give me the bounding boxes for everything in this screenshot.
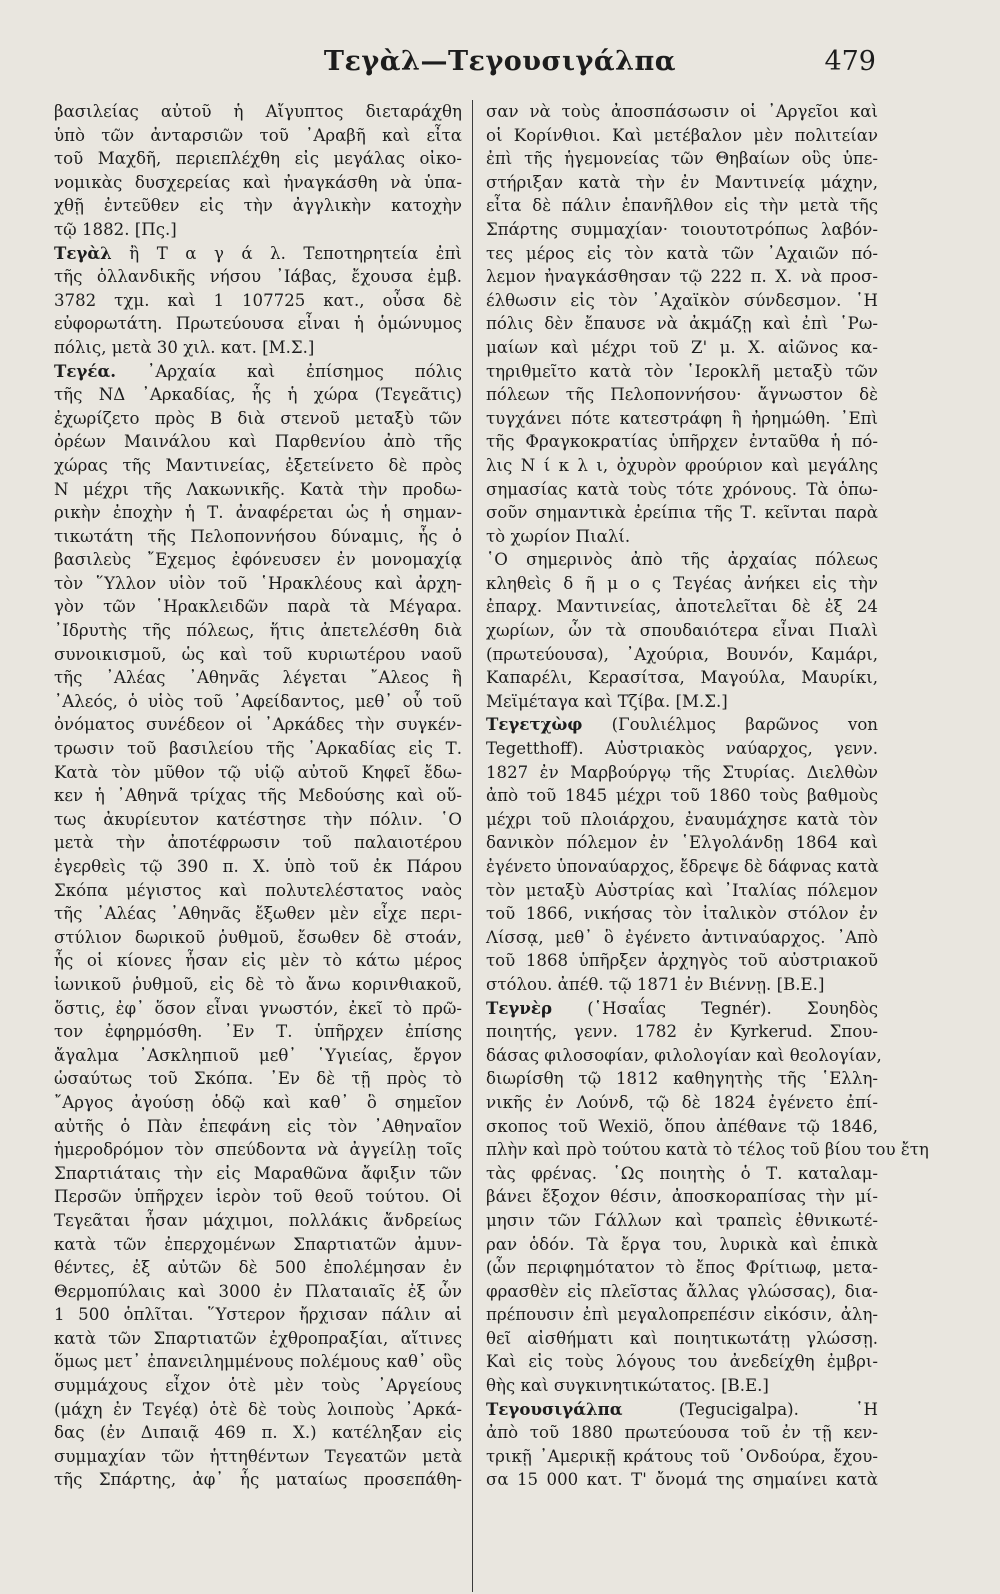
line-text: τρωσιν τοῦ βασιλείου τῆς ᾿Αρκαδίας εἰς Τ. (54, 739, 462, 759)
text-line (54, 1350, 462, 1374)
line-text: εὐφορωτάτη. Πρωτεύουσα εἶναι ἡ ὁμώνυμος (54, 314, 462, 334)
line-text: τοῦ Μαχδῆ, περιεπλέχθη εἰς μεγάλας οἰκο- (54, 149, 462, 169)
text-line (54, 1115, 462, 1139)
line-text: βασιλείας αὐτοῦ ἡ Αἴγυπτος διεταράχθη (54, 102, 462, 121)
line-text: ᾿Αρχαία καὶ ἐπίσημος πόλις (116, 361, 462, 381)
text-line (486, 1280, 878, 1304)
right-column (486, 100, 929, 1492)
entry-headword: Τεγέα. (54, 360, 117, 381)
line-text: ἄγαλμα ᾿Ασκληπιοῦ μεθ᾿ ῾Υγιείας, ἔργον (54, 1045, 462, 1065)
text-line (54, 1138, 462, 1162)
line-text: βασιλεὺς ῎Εχεμος ἐφόνευσεν ἐν μονομαχίᾳ (54, 550, 462, 570)
line-text: ᾿Αλεός, ὁ υἱὸς τοῦ ᾿Αφείδαντος, μεθ᾿ οὗ τοῦ (54, 691, 462, 711)
line-text: τὸν ῞Υλλον υἱὸν τοῦ ῾Ηρακλέους καὶ ἀρχη- (54, 573, 462, 593)
line-text: σα 15 000 κατ. Τ' ὄνομά της σημαίνει κατὰ (486, 1470, 878, 1490)
text-line (54, 194, 462, 218)
line-text: ἧς οἱ κίονες ἦσαν εἰς μὲν τὸ κάτω μέρος (54, 951, 462, 971)
text-line (54, 761, 462, 785)
text-line (486, 218, 878, 242)
text-line (486, 949, 878, 973)
text-line (486, 147, 878, 171)
line-text: τῆς ᾿Αλέας ᾿Αθηνᾶς λέγεται ῎Αλεος ἢ (54, 668, 462, 688)
line-text: τοῦ 1868 ὑπῆρξεν ἀρχηγὸς τοῦ αὐστριακοῦ (486, 951, 878, 971)
line-text: 1827 ἐν Μαρβούργῳ τῆς Στυρίας. Διελθὼν (486, 762, 878, 782)
text-line (54, 831, 462, 855)
line-text: τῆς ᾿Αλέας ᾿Αθηνᾶς ἔξωθεν μὲν εἶχε περι- (54, 904, 462, 924)
text-line (486, 1468, 878, 1492)
text-line (486, 1398, 878, 1422)
text-line (54, 548, 462, 572)
line-text: νικῆς ἐν Λούνδ, τῷ δὲ 1824 ἐγένετο ἐπί- (486, 1092, 878, 1112)
text-line (486, 383, 878, 407)
text-line (54, 1091, 462, 1115)
line-text: αὐτῆς ὁ Πὰν ἐπεφάνη εἰς τὸν ᾿Αθηναῖον (54, 1116, 462, 1136)
line-text: Καπαρέλι, Κερασίτσα, Μαγούλα, Μαυρίκι, (486, 668, 878, 688)
line-text: ἐπαρχ. Μαντινείας, ἀποτελεῖται δὲ ἐξ 24 (486, 597, 878, 617)
line-text: θέντες, ἐξ αὐτῶν δὲ 500 ἐπολέμησαν ἐν (54, 1258, 462, 1278)
line-text: ἐπὶ τῆς ἡγεμονείας τῶν Θηβαίων οὓς ὑπε- (486, 149, 878, 169)
text-line (486, 1044, 882, 1068)
line-text: Σκόπα μέγιστος καὶ πολυτελέστατος ναὸς (54, 880, 462, 900)
line-text: ἡμεροδρόμον τὸν σπεύδοντα νὰ ἀγγείλῃ τοῖς (54, 1140, 462, 1160)
line-text: Θερμοπύλαις καὶ 3000 ἐν Πλαταιαῖς ἐξ ὧν (54, 1281, 462, 1301)
line-text: τρικῇ ᾿Αμερικῇ κράτους τοῦ ῾Ονδούρα, ἔχου- (486, 1446, 878, 1466)
entry-headword: Τεγετχὼφ (486, 714, 583, 735)
text-line (54, 242, 462, 266)
text-line (486, 737, 878, 761)
text-line (486, 855, 878, 879)
line-text: μαίων καὶ μέχρι τοῦ Ζ' μ. Χ. αἰῶνος κα- (486, 337, 878, 357)
left-column (54, 100, 462, 1492)
text-line (54, 1327, 462, 1351)
text-line (54, 312, 462, 336)
line-text: (μάχη ἐν Τεγέᾳ) ὁτὲ δὲ τοὺς λοιποὺς ᾿Αρκά- (54, 1399, 462, 1419)
line-text: τῆς ΝΔ ᾿Αρκαδίας, ἧς ἡ χώρα (Τεγεᾶτις) (54, 385, 462, 405)
text-line (486, 171, 878, 195)
text-line (54, 808, 462, 832)
line-text: νομικὰς δυσχερείας καὶ ἠναγκάσθη νὰ ὑπα- (54, 172, 462, 192)
line-text: τῆς Φραγκοκρατίας ὑπῆρχεν ἐνταῦθα ἡ πό- (486, 432, 878, 452)
entry-headword: Τεγνὲρ (486, 997, 553, 1018)
line-text: τες μέρος εἰς τὸν κατὰ τῶν ᾿Αχαιῶν πό- (486, 243, 878, 263)
line-text: Ν μέχρι τῆς Λακωνικῆς. Κατὰ τὴν προδω- (54, 479, 462, 499)
line-text: μησιν τῶν Γάλλων καὶ τραπεὶς ἐθνικωτέ- (486, 1210, 878, 1230)
line-text: (Γουλιέλμος βαρῶνος von (582, 715, 878, 735)
line-text: Κατὰ τὸν μῦθον τῷ υἱῷ αὐτοῦ Κηφεῖ ἔδω- (54, 762, 462, 782)
line-text: τως ἀκυρίευτον κατέστησε τὴν πόλιν. ῾Ο (54, 809, 462, 829)
line-text: τικωτάτη τῆς Πελοποννήσου δύναμις, ἧς ὁ (54, 526, 462, 546)
text-line (486, 407, 878, 431)
text-line (486, 1421, 878, 1445)
line-text: ἀπὸ τοῦ 1845 μέχρι τοῦ 1860 τοὺς βαθμοὺς (486, 786, 878, 806)
line-text: πρέπουσιν ἐπὶ μεγαλοπρεπέσιν εἰκόσιν, ἀλη- (486, 1305, 878, 1325)
text-line (486, 242, 878, 266)
text-line (54, 1374, 462, 1398)
text-line (54, 1209, 462, 1233)
text-line (54, 100, 462, 124)
text-line (486, 1115, 878, 1139)
text-line (54, 690, 462, 714)
text-line (486, 997, 878, 1021)
line-text: Μεϊμέταγα καὶ Τζίβα. [Μ.Σ.] (486, 691, 728, 711)
text-line (54, 430, 462, 454)
line-text: ὀνόματος συνέδεον οἱ ᾿Αρκάδες τὴν συγκέν- (54, 715, 462, 735)
line-text: πλὴν καὶ πρὸ τούτου κατὰ τὸ τέλος τοῦ βίου του ἔτη (486, 1140, 929, 1160)
text-line (54, 1233, 462, 1257)
text-line (486, 572, 878, 596)
text-line (54, 784, 462, 808)
text-line (486, 1138, 929, 1162)
text-line (54, 572, 462, 596)
text-line (54, 478, 462, 502)
page-number: 479 (824, 46, 876, 77)
line-text: ὡσαύτως τοῦ Σκόπα. ᾿Εν δὲ τῇ πρὸς τὸ (54, 1069, 462, 1089)
text-line (54, 1185, 462, 1209)
line-text: στύλιον δωρικοῦ ῥυθμοῦ, ἔσωθεν δὲ στοάν, (54, 927, 462, 947)
line-text: ἰωνικοῦ ῥυθμοῦ, εἰς δὲ τὸ ἄνω κορινθιακοῦ, (54, 974, 462, 994)
text-line (54, 949, 462, 973)
text-line (54, 360, 462, 384)
line-text: δανικὸν πόλεμον ἐν ῾Ελγολάνδῃ 1864 καὶ (486, 833, 878, 853)
text-line (486, 595, 878, 619)
text-line (54, 383, 462, 407)
line-text: 1 500 ὁπλῖται. ῞Υστερον ἤρχισαν πάλιν αἱ (54, 1305, 462, 1325)
line-text: τον ἐφηρμόσθη. ᾿Εν Τ. ὑπῆρχεν ἐπίσης (54, 1022, 462, 1042)
line-text: συμμάχους εἶχον ὁτὲ μὲν τοὺς ᾿Αργείους (54, 1376, 462, 1396)
text-line (54, 619, 462, 643)
text-line (54, 879, 462, 903)
text-line (486, 1445, 878, 1469)
line-text: τῷ 1882. [Πς.] (54, 219, 177, 239)
running-head: Τεγὰλ—Τεγουσιγάλπα (323, 46, 677, 77)
line-text: κατὰ τῶν ἐπερχομένων Σπαρτιατῶν ἀμυν- (54, 1234, 462, 1254)
text-line (486, 360, 878, 384)
text-line (486, 1185, 878, 1209)
line-text: χθῇ ἐντεῦθεν εἰς τὴν ἀγγλικὴν κατοχὴν (54, 196, 462, 216)
text-line (486, 1091, 878, 1115)
text-line (54, 147, 462, 171)
line-text: συνοικισμοῦ, ὡς καὶ τοῦ κυριωτέρου ναοῦ (54, 644, 462, 664)
line-text: ῎Αργος ἀγούσῃ ὁδῷ καὶ καθ᾿ ὃ σημεῖον (54, 1092, 462, 1112)
text-line (54, 1398, 462, 1422)
text-line (54, 1280, 462, 1304)
text-line (486, 100, 878, 124)
line-text: 3782 τχμ. καὶ 1 107725 κατ., οὖσα δὲ (54, 290, 462, 310)
text-line (486, 124, 878, 148)
line-text: ἐγερθεὶς τῷ 390 π. Χ. ὑπὸ τοῦ ἐκ Πάρου (54, 857, 462, 876)
line-text: τὰς φρένας. ῾Ως ποιητὴς ὁ Τ. καταλαμ- (486, 1163, 878, 1183)
text-line (486, 501, 878, 525)
line-text: τὸν μεταξὺ Αὐστρίας καὶ ᾿Ιταλίας πόλεμον (486, 880, 878, 900)
line-text: οἱ Κορίνθιοι. Καὶ μετέβαλον μὲν πολιτείαν (486, 125, 878, 145)
line-text: στόλου. ἀπέθ. τῷ 1871 ἐν Βιέννῃ. [Β.Ε.] (486, 974, 825, 994)
line-text: ὅστις, ἐφ᾿ ὅσον εἶναι γνωστόν, ἐκεῖ τὸ πρῶ- (54, 998, 462, 1018)
text-line (486, 289, 878, 313)
line-text: τῆς ὁλλανδικῆς νήσου ᾿Ιάβας, ἔχουσα ἐμβ. (54, 267, 462, 287)
line-text: ᾿Ιδρυτὴς τῆς πόλεως, ἥτις ἀπετελέσθη διὰ (54, 621, 462, 641)
text-line (486, 761, 878, 785)
text-line (486, 1020, 878, 1044)
line-text: Περσῶν ὑπῆρχεν ἱερὸν τοῦ θεοῦ τούτου. Οἱ (54, 1187, 462, 1207)
line-text: σοῦν σημαντικὰ ἐρείπια τῆς Τ. κεῖνται παρὰ (486, 503, 878, 523)
text-line (486, 525, 878, 549)
line-text: ἢ Τ α γ ά λ. Τεποτηρητεία ἐπὶ (111, 243, 462, 263)
line-text: λις Ν ί κ λ ι, ὀχυρὸν φρούριον καὶ μεγάλης (486, 455, 878, 475)
text-line (54, 171, 462, 195)
line-text: φρασθὲν εἰς πλεῖστας ἄλλας γλώσσας), δια- (486, 1281, 878, 1301)
text-line (486, 643, 878, 667)
text-line (54, 902, 462, 926)
line-text: συμμαχίαν τῶν ἡττηθέντων Τεγεατῶν μετὰ (54, 1446, 462, 1466)
line-text: στήριξαν κατὰ τὴν ἐν Μαντινείᾳ μάχην, (486, 172, 878, 192)
text-line (486, 713, 878, 737)
text-line (486, 1233, 878, 1257)
text-line (54, 973, 462, 997)
text-line (54, 454, 462, 478)
text-line (486, 548, 878, 572)
line-text: χωρίων, ὧν τὰ σπουδαιότερα εἶναι Πιαλὶ (486, 621, 878, 641)
line-text: τυγχάνει πότε κατεστράφη ἢ ἠρημώθη. ᾿Επὶ (486, 408, 878, 428)
text-line (54, 1044, 462, 1068)
line-text: πόλις δὲν ἔπαυσε νὰ ἀκμάζῃ καὶ ἐπὶ ῾Ρω- (486, 314, 878, 334)
text-line (54, 289, 462, 313)
text-line (486, 879, 878, 903)
text-line (486, 336, 878, 360)
text-line (54, 265, 462, 289)
entry-headword: Τεγὰλ (54, 242, 112, 263)
line-text: βάνει ἔξοχον θέσιν, ἀποσκοραπίσας τὴν μί- (486, 1187, 878, 1207)
line-text: σημασίας κατὰ τοὺς τότε χρόνους. Τὰ ὁπω- (486, 479, 878, 499)
text-line (486, 194, 878, 218)
text-line (54, 1468, 462, 1492)
text-line (54, 124, 462, 148)
line-text: χώρας τῆς Μαντινείας, ἐξετείνετο δὲ πρὸς (54, 455, 462, 475)
line-text: θὴς καὶ συγκινητικώτατος. [Β.Ε.] (486, 1376, 769, 1396)
text-line (486, 1350, 878, 1374)
column-divider (472, 100, 473, 1592)
line-text: Τεγεᾶται ἦσαν μάχιμοι, πολλάκις ἄνδρείως (54, 1210, 462, 1230)
line-text: εἶτα δὲ πάλιν ἐπανῆλθον εἰς τὴν μετὰ τῆς (486, 196, 878, 216)
line-text: κληθεὶς δ ῆ μ ο ς Τεγέας ἀνήκει εἰς τὴν (486, 573, 878, 593)
text-line (54, 737, 462, 761)
text-line (54, 855, 462, 879)
text-line (54, 525, 462, 549)
text-line (486, 454, 878, 478)
line-text: τοῦ 1866, νικήσας τὸν ἰταλικὸν στόλον ἐν (486, 904, 878, 924)
line-text: μέχρι τοῦ πλοιάρχου, ἐναυμάχησε κατὰ τὸν (486, 809, 878, 829)
text-line (54, 1445, 462, 1469)
line-text: κεν ἡ ᾿Αθηνᾶ τρίχας τῆς Μεδούσης καὶ οὕ- (54, 786, 462, 806)
text-line (54, 1421, 462, 1445)
text-line (486, 1162, 878, 1186)
line-text: πόλις, μετὰ 30 χιλ. κατ. [Μ.Σ.] (54, 337, 315, 357)
line-text: (Tegucigalpa). ῾Η (622, 1399, 878, 1419)
line-text: σαν νὰ τοὺς ἀποσπάσωσιν οἱ ᾿Αργεῖοι καὶ (486, 102, 878, 121)
text-line (486, 1327, 878, 1351)
line-text: δάσας φιλοσοφίαν, φιλολογίαν καὶ θεολογίαν, (486, 1045, 882, 1065)
line-text: ἐχωρίζετο πρὸς Β διὰ στενοῦ μεταξὺ τῶν (54, 408, 462, 428)
line-text: γὸν τῶν ῾Ηρακλειδῶν παρὰ τὰ Μέγαρα. (54, 597, 462, 617)
text-line (486, 1067, 878, 1091)
line-text: ποιητής, γενν. 1782 ἐν Kyrkerud. Σπου- (486, 1022, 878, 1042)
line-text: (ὧν περιφημότατον τὸ ἔπος Φρίτιωφ, μετα- (486, 1258, 878, 1278)
line-text: τὸ χωρίον Πιαλί. (486, 526, 631, 546)
text-line (486, 312, 878, 336)
text-line (486, 973, 878, 997)
text-line (54, 926, 462, 950)
text-line (486, 1256, 878, 1280)
line-text: ῾Ο σημερινὸς ἀπὸ τῆς ἀρχαίας πόλεως (486, 550, 878, 570)
line-text: ρικὴν ἐποχὴν ἡ Τ. ἀναφέρεται ὡς ἡ σημαν- (54, 503, 462, 523)
text-line (486, 430, 878, 454)
line-text: έλθωσιν εἰς τὸν ᾿Αχαϊκὸν σύνδεσμον. ῾Η (486, 290, 878, 310)
line-text: ἀπὸ τοῦ 1880 πρωτεύουσα τοῦ ἐν τῇ κεν- (486, 1423, 878, 1443)
text-line (486, 478, 878, 502)
line-text: Σπαρτιάταις τὴν εἰς Μαραθῶνα ἄφιξιν τῶν (54, 1163, 462, 1183)
text-line (54, 1303, 462, 1327)
line-text: (῾Ησαΐας Tegnér). Σουηδὸς (552, 998, 878, 1018)
text-line (54, 218, 462, 242)
text-line (54, 501, 462, 525)
entry-headword: Τεγουσιγάλπα (486, 1398, 623, 1419)
line-text: θεῖ αἰσθήματι καὶ ποιητικωτάτῃ γλώσσῃ. (486, 1328, 878, 1348)
text-line (486, 1303, 878, 1327)
text-line (54, 666, 462, 690)
text-line (486, 808, 878, 832)
text-line (486, 926, 878, 950)
line-text: λεμον ἠναγκάσθησαν τῷ 222 π. Χ. νὰ προσ- (486, 267, 878, 287)
line-text: πόλεων τῆς Πελοποννήσου· ἄγνωστον δὲ (486, 385, 878, 405)
text-line (486, 1209, 878, 1233)
line-text: τηριθμεῖτο κατὰ τὸν ῾Ιεροκλῆ μεταξὺ τῶν (486, 361, 878, 381)
text-line (486, 265, 878, 289)
line-text: κατὰ τῶν Σπαρτιατῶν ἐχθροπραξίαι, αἵτινες (54, 1328, 462, 1348)
text-line (54, 595, 462, 619)
line-text: Λίσσᾳ, μεθ᾿ ὃ ἐγένετο ἀντιναύαρχος. ᾿Απὸ (486, 927, 878, 947)
text-line (486, 831, 878, 855)
line-text: Tegetthoff). Αὐστριακὸς ναύαρχος, γενν. (486, 739, 878, 759)
page-header (0, 46, 1000, 86)
line-text: ὀρέων Μαινάλου καὶ Παρθενίου ἀπὸ τῆς (54, 432, 462, 452)
line-text: ὑπὸ τῶν ἀνταρσιῶν τοῦ ᾿Αραβῆ καὶ εἶτα (54, 125, 462, 145)
line-text: σκοπος τοῦ Wexiö, ὅπου ἀπέθανε τῷ 1846, (486, 1116, 878, 1136)
line-text: μετὰ τὴν ἀποτέφρωσιν τοῦ παλαιοτέρου (54, 833, 462, 853)
line-text: (πρωτεύουσα), ᾿Αχούρια, Βουνόν, Καμάρι, (486, 644, 878, 664)
text-line (486, 619, 878, 643)
line-text: ραν ὁδόν. Τὰ ἔργα του, λυρικὰ καὶ ἐπικὰ (486, 1234, 878, 1254)
text-line (54, 1020, 462, 1044)
text-line (486, 690, 878, 714)
line-text: ἐγένετο ὑποναύαρχος, ἔδρεψε δὲ δάφνας κατὰ (486, 857, 879, 876)
text-line (54, 1067, 462, 1091)
line-text: δας (ἐν Διπαιᾷ 469 π. Χ.) κατέληξαν εἰς (54, 1423, 462, 1443)
line-text: διωρίσθη τῷ 1812 καθηγητὴς τῆς ῾Ελλη- (486, 1069, 878, 1089)
text-line (486, 784, 878, 808)
text-line (486, 666, 878, 690)
text-line (54, 1256, 462, 1280)
text-line (54, 407, 462, 431)
text-line (54, 336, 462, 360)
line-text: Σπάρτης συμμαχίαν· τοιουτοτρόπως λαβόν- (486, 219, 878, 239)
line-text: τῆς Σπάρτης, ἀφ᾿ ἧς ματαίως προσεπάθη- (54, 1470, 462, 1490)
text-line (486, 1374, 878, 1398)
text-line (486, 902, 878, 926)
text-line (54, 713, 462, 737)
text-line (54, 1162, 462, 1186)
line-text: Καὶ εἰς τοὺς λόγους του ἀνεδείχθη ἐμβρι- (486, 1352, 878, 1372)
line-text: ὅμως μετ᾿ ἐπανειλημμένους πολέμους καθ᾿ οὓς (54, 1352, 462, 1372)
text-line (54, 997, 462, 1021)
text-line (54, 643, 462, 667)
